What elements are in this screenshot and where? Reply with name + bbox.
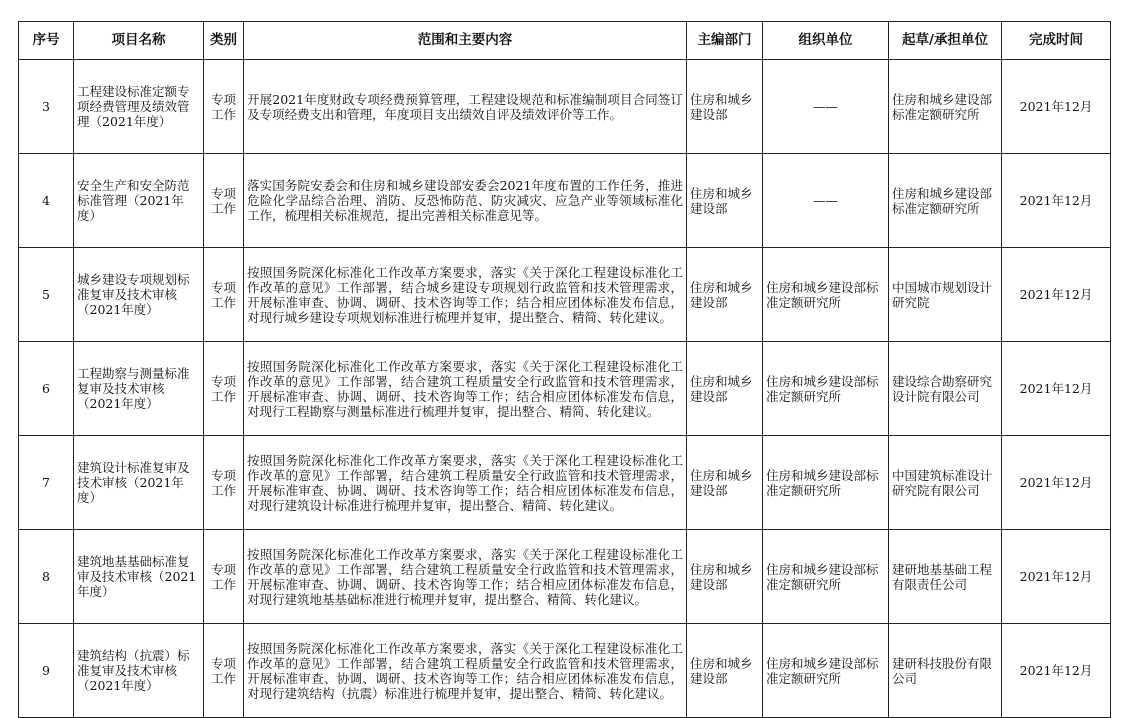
row-scope (244, 60, 687, 154)
row-organizer: 住房和城乡建设部标准定额研究所 (763, 342, 889, 436)
row-project-name (74, 154, 204, 248)
header-drafter: 起草/承担单位 (889, 22, 1002, 60)
row-num: 6 (19, 342, 74, 436)
row-completion-time: 2021年12月 (1002, 436, 1111, 530)
row-scope (244, 342, 687, 436)
row-completion-time: 2021年12月 (1002, 342, 1111, 436)
row-project-name-text: 建筑设计标准复审及技术审核（2021年度） (77, 460, 190, 505)
row-scope (244, 154, 687, 248)
row-project-name-text: 建筑结构（抗震）标准复审及技术审核（2021年度） (77, 648, 190, 693)
table-row (19, 60, 1111, 154)
row-drafter: 住房和城乡建设部标准定额研究所 (889, 60, 1002, 154)
row-project-name (74, 342, 204, 436)
table-row (19, 342, 1111, 436)
row-editor-dept: 住房和城乡建设部 (687, 624, 763, 718)
row-project-name (74, 248, 204, 342)
row-project-name-text: 安全生产和安全防范标准管理（2021年度） (77, 178, 190, 223)
row-completion-time: 2021年12月 (1002, 154, 1111, 248)
row-num: 5 (19, 248, 74, 342)
row-organizer: 住房和城乡建设部标准定额研究所 (763, 436, 889, 530)
row-scope-text: 按照国务院深化标准化工作改革方案要求，落实《关于深化工程建设标准化工作改革的意见》工作部署，结合建筑工程质量安全行政监管和技术管理需求，开展标准审查、协调、调研、技术咨询等工作；结合相应团体标准发布信息，对现行建筑结构（抗震）标准进行梳理并复审，提出整合、精简、转化建议。 (247, 640, 683, 701)
row-completion-time: 2021年12月 (1002, 624, 1111, 718)
row-num: 4 (19, 154, 74, 248)
row-num: 8 (19, 530, 74, 624)
row-editor-dept: 住房和城乡建设部 (687, 60, 763, 154)
table-row (19, 248, 1111, 342)
row-drafter: 住房和城乡建设部标准定额研究所 (889, 154, 1002, 248)
row-project-name-text: 城乡建设专项规划标准复审及技术审核（2021年度） (77, 272, 190, 317)
row-category: 专项工作 (204, 248, 244, 342)
row-drafter: 建研地基基础工程有限责任公司 (889, 530, 1002, 624)
header-editor-dept: 主编部门 (687, 22, 763, 60)
row-project-name-text: 工程勘察与测量标准复审及技术审核（2021年度） (77, 366, 190, 411)
row-drafter: 建设综合勘察研究设计院有限公司 (889, 342, 1002, 436)
row-organizer: 住房和城乡建设部标准定额研究所 (763, 530, 889, 624)
header-project-name: 项目名称 (74, 22, 204, 60)
row-organizer: —— (763, 154, 889, 248)
row-scope (244, 530, 687, 624)
row-scope-text: 开展2021年度财政专项经费预算管理，工程建设规范和标准编制项目合同签订及专项经费支出和管理，年度项目支出绩效自评及绩效评价等工作。 (247, 91, 683, 122)
table-row (19, 436, 1111, 530)
row-drafter: 中国城市规划设计研究院 (889, 248, 1002, 342)
row-organizer: 住房和城乡建设部标准定额研究所 (763, 624, 889, 718)
row-category: 专项工作 (204, 60, 244, 154)
row-completion-time: 2021年12月 (1002, 530, 1111, 624)
row-scope-text: 按照国务院深化标准化工作改革方案要求，落实《关于深化工程建设标准化工作改革的意见》工作部署，结合建筑工程质量安全行政监管和技术管理需求，开展标准审查、协调、调研、技术咨询等工作；结合相应团体标准发布信息，对现行建筑地基基础标准进行梳理并复审，提出整合、精简、转化建议。 (247, 546, 683, 607)
row-project-name (74, 530, 204, 624)
row-editor-dept: 住房和城乡建设部 (687, 342, 763, 436)
table-row (19, 624, 1111, 718)
row-scope-text: 按照国务院深化标准化工作改革方案要求，落实《关于深化工程建设标准化工作改革的意见》工作部署，结合城乡建设专项规划行政监管和技术管理需求，开展标准审查、协调、调研、技术咨询等工作；结合相应团体标准发布信息，对现行城乡建设专项规划标准进行梳理并复审，提出整合、精简、转化建议。 (247, 264, 683, 325)
row-drafter: 建研科技股份有限公司 (889, 624, 1002, 718)
row-organizer: 住房和城乡建设部标准定额研究所 (763, 248, 889, 342)
row-project-name (74, 436, 204, 530)
row-project-name-text: 工程建设标准定额专项经费管理及绩效管理（2021年度） (77, 84, 190, 129)
row-scope (244, 624, 687, 718)
row-drafter: 中国建筑标准设计研究院有限公司 (889, 436, 1002, 530)
row-project-name (74, 60, 204, 154)
row-scope-text: 按照国务院深化标准化工作改革方案要求，落实《关于深化工程建设标准化工作改革的意见》工作部署，结合建筑工程质量安全行政监管和技术管理需求，开展标准审查、协调、调研、技术咨询等工作；结合相应团体标准发布信息，对现行工程勘察与测量标准进行梳理并复审，提出整合、精简、转化建议。 (247, 358, 683, 419)
header-category: 类别 (204, 22, 244, 60)
row-scope-text: 落实国务院安委会和住房和城乡建设部安委会2021年度布置的工作任务，推进危险化学品综合治理、消防、反恐怖防范、防灾减灾、应急产业等领域标准化工作，梳理相关标准规范，提出完善相关标准意见等。 (247, 178, 683, 223)
row-category: 专项工作 (204, 342, 244, 436)
row-completion-time: 2021年12月 (1002, 60, 1111, 154)
row-num: 7 (19, 436, 74, 530)
row-category: 专项工作 (204, 154, 244, 248)
row-completion-time: 2021年12月 (1002, 248, 1111, 342)
table-header-row (19, 22, 1111, 60)
header-organizer: 组织单位 (763, 22, 889, 60)
row-project-name (74, 624, 204, 718)
header-num: 序号 (19, 22, 74, 60)
row-num: 3 (19, 60, 74, 154)
row-editor-dept: 住房和城乡建设部 (687, 248, 763, 342)
row-category: 专项工作 (204, 530, 244, 624)
row-editor-dept: 住房和城乡建设部 (687, 436, 763, 530)
table-row (19, 154, 1111, 248)
row-scope (244, 248, 687, 342)
row-category: 专项工作 (204, 436, 244, 530)
row-editor-dept: 住房和城乡建设部 (687, 154, 763, 248)
row-category: 专项工作 (204, 624, 244, 718)
row-editor-dept: 住房和城乡建设部 (687, 530, 763, 624)
table-row (19, 530, 1111, 624)
row-project-name-text: 建筑地基基础标准复审及技术审核（2021年度） (77, 554, 197, 599)
standards-work-plan-table (18, 21, 1111, 718)
row-scope-text: 按照国务院深化标准化工作改革方案要求，落实《关于深化工程建设标准化工作改革的意见》工作部署，结合建筑工程质量安全行政监管和技术管理需求，开展标准审查、协调、调研、技术咨询等工作；结合相应团体标准发布信息，对现行建筑设计标准进行梳理并复审，提出整合、精简、转化建议。 (247, 452, 683, 513)
row-num: 9 (19, 624, 74, 718)
row-organizer: —— (763, 60, 889, 154)
row-scope (244, 436, 687, 530)
header-completion-time: 完成时间 (1002, 22, 1111, 60)
header-scope: 范围和主要内容 (244, 22, 687, 60)
